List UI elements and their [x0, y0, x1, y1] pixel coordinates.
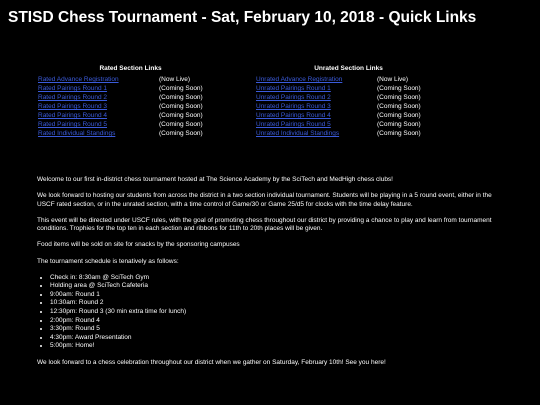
rules-paragraph: This event will be directed under USCF rules, with the goal of promoting chess throughout our district by providing a chance to play and learn from tournament conditions. Trophies for the top ten in each section and ribbons for 11th to 20th places will be given. — [37, 216, 492, 233]
schedule-item: • 5:00pm: Home! — [50, 342, 506, 351]
link-status: (Now Live) — [377, 76, 409, 83]
rated-link-row — [38, 111, 254, 120]
unrated-pairings-round-3-link[interactable]: Unrated Pairings Round 3 — [256, 103, 331, 110]
rated-individual-standings-link[interactable]: Rated Individual Standings — [38, 130, 116, 137]
page-title: STISD Chess Tournament - Sat, February 10, 2018 - Quick Links — [8, 9, 477, 26]
schedule-item: • Holding area @ SciTech Cafeteria — [50, 282, 506, 291]
unrated-individual-standings-link[interactable]: Unrated Individual Standings — [256, 130, 340, 137]
rated-link-row — [38, 102, 254, 111]
unrated-section-heading: Unrated Section Links — [314, 65, 383, 72]
unrated-link-row — [256, 120, 472, 129]
food-paragraph: Food items will be sold on site for snacks by the sponsoring campuses — [37, 241, 240, 249]
schedule-item: • 12:30pm: Round 3 (30 min extra time for lunch) — [50, 308, 506, 317]
tournament-info — [6, 176, 534, 367]
rated-pairings-round-1-link[interactable]: Rated Pairings Round 1 — [38, 85, 108, 92]
rated-pairings-round-3-link[interactable]: Rated Pairings Round 3 — [38, 103, 108, 110]
closing-paragraph: We look forward to a chess celebration throughout our district when we gather on Saturday, February 10th! See you here! — [37, 358, 386, 366]
unrated-pairings-round-1-link[interactable]: Unrated Pairings Round 1 — [256, 85, 331, 92]
unrated-advance-registration-link[interactable]: Unrated Advance Registration — [256, 76, 343, 83]
link-status: (Coming Soon) — [159, 130, 203, 137]
link-status: (Coming Soon) — [377, 85, 421, 92]
rated-link-row — [38, 120, 254, 129]
link-status: (Coming Soon) — [377, 130, 421, 137]
link-status: (Coming Soon) — [377, 112, 421, 119]
link-status: (Coming Soon) — [159, 112, 203, 119]
unrated-link-row — [256, 84, 472, 93]
schedule-item: • 2:00pm: Round 4 — [50, 317, 506, 326]
rated-pairings-round-2-link[interactable]: Rated Pairings Round 2 — [38, 94, 108, 101]
rated-advance-registration-link[interactable]: Rated Advance Registration — [38, 76, 119, 83]
unrated-link-row — [256, 129, 472, 138]
rated-link-row — [38, 75, 254, 84]
schedule-list — [37, 274, 506, 351]
unrated-link-row — [256, 111, 472, 120]
rated-link-row — [38, 93, 254, 102]
unrated-section — [256, 64, 472, 138]
quick-links — [6, 64, 534, 138]
link-status: (Coming Soon) — [377, 121, 421, 128]
link-status: (Coming Soon) — [159, 94, 203, 101]
welcome-paragraph: Welcome to our first in-district chess tournament hosted at The Science Academy by the SciTech and MedHigh chess clubs! — [37, 176, 393, 183]
rated-section — [38, 64, 254, 138]
unrated-pairings-round-4-link[interactable]: Unrated Pairings Round 4 — [256, 112, 331, 119]
schedule-item: • 4:30pm: Award Presentation — [50, 334, 506, 343]
schedule-item: • Check in: 8:30am @ SciTech Gym — [50, 274, 506, 283]
hosting-paragraph: We look forward to hosting our students from across the district in a two section individual tournament. Students will be playing in a 5 round event, either in the USCF rated section, or in the unrated section, with a time control of Game/30 or Game 25/d5 for clocks with the time delay feature. — [37, 192, 492, 208]
rated-section-heading: Rated Section Links — [99, 65, 162, 72]
link-status: (Coming Soon) — [377, 103, 421, 110]
rated-link-row — [38, 129, 254, 138]
link-status: (Coming Soon) — [159, 121, 203, 128]
schedule-item: • 9:00am: Round 1 — [50, 291, 506, 300]
schedule-item: • 10:30am: Round 2 — [50, 299, 506, 308]
rated-link-row — [38, 84, 254, 93]
unrated-pairings-round-5-link[interactable]: Unrated Pairings Round 5 — [256, 121, 331, 128]
link-status: (Now Live) — [159, 76, 191, 83]
unrated-link-row — [256, 75, 472, 84]
unrated-link-row — [256, 93, 472, 102]
rated-pairings-round-4-link[interactable]: Rated Pairings Round 4 — [38, 112, 108, 119]
schedule-item: • 3:30pm: Round 5 — [50, 325, 506, 334]
unrated-pairings-round-2-link[interactable]: Unrated Pairings Round 2 — [256, 94, 331, 101]
link-status: (Coming Soon) — [159, 85, 203, 92]
unrated-link-row — [256, 102, 472, 111]
schedule-intro: The tournament schedule is tenatively as follows: — [37, 257, 179, 265]
rated-pairings-round-5-link[interactable]: Rated Pairings Round 5 — [38, 121, 108, 128]
link-status: (Coming Soon) — [159, 103, 203, 110]
link-status: (Coming Soon) — [377, 94, 421, 101]
